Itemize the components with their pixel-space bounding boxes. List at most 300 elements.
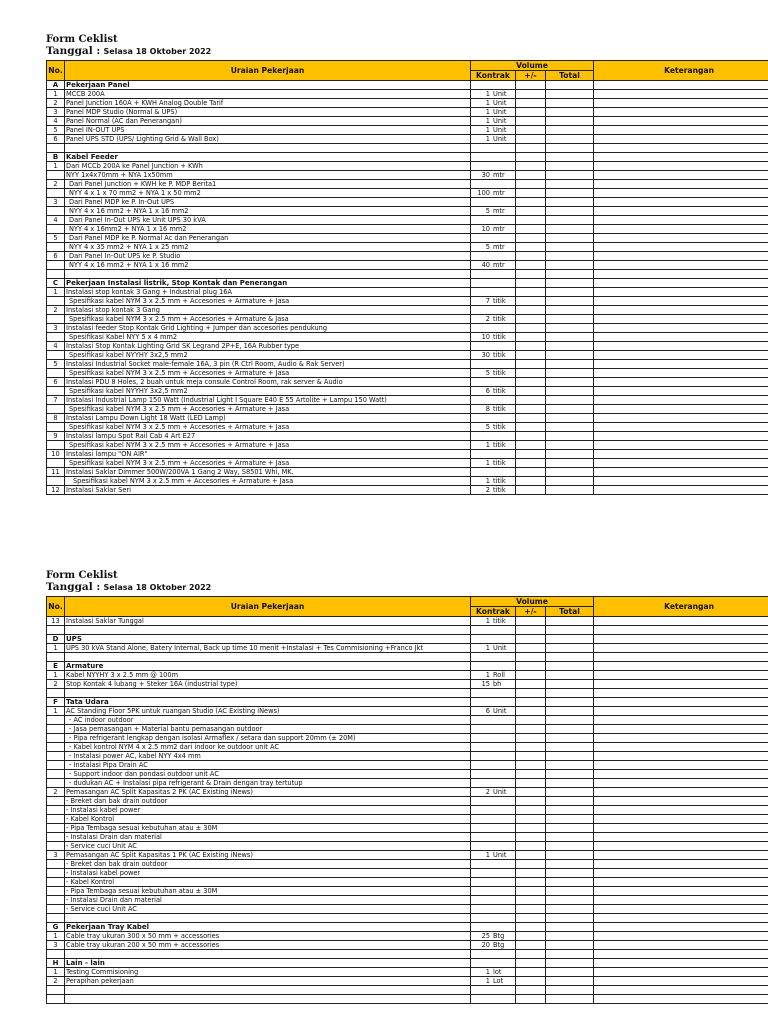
keterangan-cell[interactable]: [594, 207, 768, 216]
total-cell[interactable]: [546, 468, 594, 477]
plusminus-cell[interactable]: [516, 423, 546, 432]
keterangan-cell[interactable]: [594, 234, 768, 243]
plusminus-cell[interactable]: [516, 842, 546, 851]
kontrak-cell: [471, 459, 516, 468]
keterangan-cell[interactable]: [594, 878, 768, 887]
keterangan-cell[interactable]: [594, 315, 768, 324]
total-cell[interactable]: [546, 779, 594, 788]
kontrak-value: 100: [477, 189, 490, 197]
plusminus-cell[interactable]: [516, 743, 546, 752]
plusminus-cell[interactable]: [516, 824, 546, 833]
total-cell[interactable]: [546, 752, 594, 761]
total-cell[interactable]: [546, 234, 594, 243]
plusminus-cell[interactable]: [516, 180, 546, 189]
spacer-row: [47, 653, 768, 662]
total-cell[interactable]: [546, 671, 594, 680]
total-cell[interactable]: [546, 716, 594, 725]
plusminus-cell[interactable]: [516, 468, 546, 477]
plusminus-cell[interactable]: [516, 617, 546, 626]
keterangan-cell[interactable]: [594, 99, 768, 108]
work-description: - Pipa Tembaga sesuai kebutuhan atau ± 30M: [65, 887, 471, 896]
total-cell[interactable]: [546, 761, 594, 770]
row-number: 7: [47, 396, 65, 405]
keterangan-cell[interactable]: [594, 923, 768, 932]
plusminus-cell[interactable]: [516, 662, 546, 671]
kontrak-value: 1: [485, 117, 490, 125]
plusminus-cell[interactable]: [516, 797, 546, 806]
plusminus-cell[interactable]: [516, 225, 546, 234]
keterangan-cell[interactable]: [594, 441, 768, 450]
total-cell[interactable]: [546, 288, 594, 297]
total-cell[interactable]: [546, 180, 594, 189]
total-cell[interactable]: [546, 126, 594, 135]
total-cell[interactable]: [546, 279, 594, 288]
keterangan-cell[interactable]: [594, 671, 768, 680]
plusminus-cell[interactable]: [516, 770, 546, 779]
plusminus-cell[interactable]: [516, 887, 546, 896]
total-cell[interactable]: [546, 923, 594, 932]
table-row: [47, 779, 768, 788]
plusminus-cell[interactable]: [516, 81, 546, 90]
plusminus-cell[interactable]: [516, 905, 546, 914]
plusminus-cell[interactable]: [516, 896, 546, 905]
keterangan-cell[interactable]: [594, 351, 768, 360]
plusminus-cell[interactable]: [516, 90, 546, 99]
total-cell[interactable]: [546, 644, 594, 653]
keterangan-cell[interactable]: [594, 423, 768, 432]
plusminus-cell[interactable]: [516, 135, 546, 144]
keterangan-cell[interactable]: [594, 306, 768, 315]
total-cell[interactable]: [546, 635, 594, 644]
table-row: [47, 860, 768, 869]
keterangan-cell[interactable]: [594, 833, 768, 842]
kontrak-cell: [471, 279, 516, 288]
plusminus-cell[interactable]: [516, 360, 546, 369]
keterangan-cell[interactable]: [594, 225, 768, 234]
plusminus-cell[interactable]: [516, 99, 546, 108]
total-cell[interactable]: [546, 360, 594, 369]
keterangan-cell[interactable]: [594, 968, 768, 977]
plusminus-cell[interactable]: [516, 108, 546, 117]
total-cell[interactable]: [546, 878, 594, 887]
keterangan-cell[interactable]: [594, 342, 768, 351]
header-total: Total: [546, 71, 594, 81]
keterangan-cell[interactable]: [594, 905, 768, 914]
total-cell[interactable]: [546, 414, 594, 423]
spacer-cell: [471, 950, 516, 959]
plusminus-cell[interactable]: [516, 351, 546, 360]
total-cell[interactable]: [546, 995, 594, 1004]
keterangan-cell[interactable]: [594, 617, 768, 626]
keterangan-cell[interactable]: [594, 180, 768, 189]
total-cell[interactable]: [546, 333, 594, 342]
total-cell[interactable]: [546, 905, 594, 914]
plusminus-cell[interactable]: [516, 680, 546, 689]
keterangan-cell[interactable]: [594, 977, 768, 986]
keterangan-cell[interactable]: [594, 869, 768, 878]
keterangan-cell[interactable]: [594, 126, 768, 135]
row-number: [47, 261, 65, 270]
form-title: Form Ceklist: [46, 34, 118, 45]
total-cell[interactable]: [546, 662, 594, 671]
plusminus-cell[interactable]: [516, 644, 546, 653]
plusminus-cell[interactable]: [516, 833, 546, 842]
keterangan-cell[interactable]: [594, 635, 768, 644]
total-cell[interactable]: [546, 252, 594, 261]
plusminus-cell[interactable]: [516, 279, 546, 288]
total-cell[interactable]: [546, 297, 594, 306]
unit-label: Unit: [493, 117, 507, 125]
keterangan-cell[interactable]: [594, 288, 768, 297]
plusminus-cell[interactable]: [516, 752, 546, 761]
plusminus-cell[interactable]: [516, 324, 546, 333]
plusminus-cell[interactable]: [516, 941, 546, 950]
table-row: [47, 486, 768, 495]
plusminus-cell[interactable]: [516, 698, 546, 707]
unit-label: Unit: [493, 788, 507, 796]
kontrak-value: 1: [485, 459, 490, 467]
table-row: [47, 459, 768, 468]
keterangan-cell[interactable]: [594, 959, 768, 968]
keterangan-cell[interactable]: [594, 734, 768, 743]
keterangan-cell[interactable]: [594, 662, 768, 671]
keterangan-cell[interactable]: [594, 90, 768, 99]
keterangan-cell[interactable]: [594, 360, 768, 369]
total-cell[interactable]: [546, 405, 594, 414]
row-number: [47, 405, 65, 414]
total-cell[interactable]: [546, 243, 594, 252]
keterangan-cell[interactable]: [594, 405, 768, 414]
plusminus-cell[interactable]: [516, 441, 546, 450]
keterangan-cell[interactable]: [594, 842, 768, 851]
total-cell[interactable]: [546, 743, 594, 752]
total-cell[interactable]: [546, 977, 594, 986]
keterangan-cell[interactable]: [594, 644, 768, 653]
total-cell[interactable]: [546, 770, 594, 779]
total-cell[interactable]: [546, 81, 594, 90]
total-cell[interactable]: [546, 171, 594, 180]
total-cell[interactable]: [546, 135, 594, 144]
keterangan-cell[interactable]: [594, 261, 768, 270]
plusminus-cell[interactable]: [516, 707, 546, 716]
total-cell[interactable]: [546, 869, 594, 878]
spacer-row: [47, 950, 768, 959]
keterangan-cell[interactable]: [594, 752, 768, 761]
keterangan-cell[interactable]: [594, 378, 768, 387]
total-cell[interactable]: [546, 725, 594, 734]
total-cell[interactable]: [546, 459, 594, 468]
kontrak-cell: [471, 81, 516, 90]
keterangan-cell[interactable]: [594, 369, 768, 378]
total-cell[interactable]: [546, 450, 594, 459]
plusminus-cell[interactable]: [516, 860, 546, 869]
table-row: [47, 189, 768, 198]
plusminus-cell[interactable]: [516, 297, 546, 306]
keterangan-cell[interactable]: [594, 743, 768, 752]
plusminus-cell[interactable]: [516, 995, 546, 1004]
unit-label: titik: [493, 333, 506, 341]
plusminus-cell[interactable]: [516, 378, 546, 387]
section-title: Pekerjaan Panel: [65, 81, 471, 90]
plusminus-cell[interactable]: [516, 234, 546, 243]
keterangan-cell[interactable]: [594, 432, 768, 441]
plusminus-cell[interactable]: [516, 216, 546, 225]
total-cell[interactable]: [546, 851, 594, 860]
keterangan-cell[interactable]: [594, 815, 768, 824]
total-cell[interactable]: [546, 932, 594, 941]
plusminus-cell[interactable]: [516, 333, 546, 342]
plusminus-cell[interactable]: [516, 486, 546, 495]
total-cell[interactable]: [546, 216, 594, 225]
plusminus-cell[interactable]: [516, 725, 546, 734]
keterangan-cell[interactable]: [594, 860, 768, 869]
row-number: E: [47, 662, 65, 671]
table-row: [47, 806, 768, 815]
total-cell[interactable]: [546, 396, 594, 405]
total-cell[interactable]: [546, 342, 594, 351]
total-cell[interactable]: [546, 824, 594, 833]
plusminus-cell[interactable]: [516, 869, 546, 878]
table-row: [47, 126, 768, 135]
plusminus-cell[interactable]: [516, 396, 546, 405]
keterangan-cell[interactable]: [594, 459, 768, 468]
keterangan-cell[interactable]: [594, 216, 768, 225]
total-cell[interactable]: [546, 941, 594, 950]
total-cell[interactable]: [546, 369, 594, 378]
total-cell[interactable]: [546, 387, 594, 396]
work-description: Dari MCCb 200A ke Panel Junction + KWh: [65, 162, 471, 171]
plusminus-cell[interactable]: [516, 387, 546, 396]
table-row: [47, 851, 768, 860]
plusminus-cell[interactable]: [516, 414, 546, 423]
plusminus-cell[interactable]: [516, 851, 546, 860]
total-cell[interactable]: [546, 797, 594, 806]
total-cell[interactable]: [546, 617, 594, 626]
keterangan-cell[interactable]: [594, 707, 768, 716]
spacer-row: [47, 270, 768, 279]
total-cell[interactable]: [546, 680, 594, 689]
spacer-cell: [516, 950, 546, 959]
keterangan-cell[interactable]: [594, 779, 768, 788]
keterangan-cell[interactable]: [594, 932, 768, 941]
plusminus-cell[interactable]: [516, 432, 546, 441]
total-cell[interactable]: [546, 225, 594, 234]
plusminus-cell[interactable]: [516, 761, 546, 770]
keterangan-cell[interactable]: [594, 468, 768, 477]
total-cell[interactable]: [546, 207, 594, 216]
keterangan-cell[interactable]: [594, 887, 768, 896]
plusminus-cell[interactable]: [516, 306, 546, 315]
plusminus-cell[interactable]: [516, 252, 546, 261]
row-number: 1: [47, 968, 65, 977]
kontrak-cell: [471, 806, 516, 815]
total-cell[interactable]: [546, 896, 594, 905]
keterangan-cell[interactable]: [594, 788, 768, 797]
keterangan-cell[interactable]: [594, 716, 768, 725]
keterangan-cell[interactable]: [594, 477, 768, 486]
keterangan-cell[interactable]: [594, 279, 768, 288]
spacer-cell: [546, 626, 594, 635]
kontrak-cell: [471, 752, 516, 761]
total-cell[interactable]: [546, 423, 594, 432]
plusminus-cell[interactable]: [516, 815, 546, 824]
spacer-cell: [594, 653, 768, 662]
keterangan-cell[interactable]: [594, 135, 768, 144]
keterangan-cell[interactable]: [594, 995, 768, 1004]
plusminus-cell[interactable]: [516, 261, 546, 270]
plusminus-cell[interactable]: [516, 635, 546, 644]
plusminus-cell[interactable]: [516, 968, 546, 977]
keterangan-cell[interactable]: [594, 725, 768, 734]
keterangan-cell[interactable]: [594, 806, 768, 815]
unit-label: mtr: [493, 171, 505, 179]
plusminus-cell[interactable]: [516, 126, 546, 135]
plusminus-cell[interactable]: [516, 788, 546, 797]
keterangan-cell[interactable]: [594, 680, 768, 689]
total-cell[interactable]: [546, 707, 594, 716]
total-cell[interactable]: [546, 698, 594, 707]
plusminus-cell[interactable]: [516, 171, 546, 180]
total-cell[interactable]: [546, 842, 594, 851]
work-description: MCCB 200A: [65, 90, 471, 99]
table-row: [47, 396, 768, 405]
total-cell[interactable]: [546, 806, 594, 815]
keterangan-cell[interactable]: [594, 450, 768, 459]
total-cell[interactable]: [546, 378, 594, 387]
keterangan-cell[interactable]: [594, 414, 768, 423]
plusminus-cell[interactable]: [516, 342, 546, 351]
keterangan-cell[interactable]: [594, 797, 768, 806]
total-cell[interactable]: [546, 189, 594, 198]
total-cell[interactable]: [546, 477, 594, 486]
row-number: [47, 761, 65, 770]
keterangan-cell[interactable]: [594, 81, 768, 90]
keterangan-cell[interactable]: [594, 324, 768, 333]
total-cell[interactable]: [546, 351, 594, 360]
total-cell[interactable]: [546, 90, 594, 99]
keterangan-cell[interactable]: [594, 171, 768, 180]
total-cell[interactable]: [546, 441, 594, 450]
plusminus-cell[interactable]: [516, 477, 546, 486]
plusminus-cell[interactable]: [516, 459, 546, 468]
total-cell[interactable]: [546, 315, 594, 324]
plusminus-cell[interactable]: [516, 878, 546, 887]
keterangan-cell[interactable]: [594, 387, 768, 396]
keterangan-cell[interactable]: [594, 189, 768, 198]
total-cell[interactable]: [546, 959, 594, 968]
kontrak-cell: [471, 225, 516, 234]
total-cell[interactable]: [546, 99, 594, 108]
table-row: [47, 941, 768, 950]
keterangan-cell[interactable]: [594, 896, 768, 905]
unit-label: Btg: [493, 941, 505, 949]
total-cell[interactable]: [546, 117, 594, 126]
kontrak-cell: [471, 153, 516, 162]
table-row: [47, 896, 768, 905]
plusminus-cell[interactable]: [516, 450, 546, 459]
keterangan-cell[interactable]: [594, 297, 768, 306]
keterangan-cell[interactable]: [594, 770, 768, 779]
keterangan-cell[interactable]: [594, 761, 768, 770]
plusminus-cell[interactable]: [516, 716, 546, 725]
plusminus-cell[interactable]: [516, 117, 546, 126]
plusminus-cell[interactable]: [516, 315, 546, 324]
unit-label: Unit: [493, 126, 507, 134]
plusminus-cell[interactable]: [516, 162, 546, 171]
keterangan-cell[interactable]: [594, 824, 768, 833]
plusminus-cell[interactable]: [516, 369, 546, 378]
total-cell[interactable]: [546, 108, 594, 117]
total-cell[interactable]: [546, 486, 594, 495]
plusminus-cell[interactable]: [516, 977, 546, 986]
plusminus-cell[interactable]: [516, 932, 546, 941]
total-cell[interactable]: [546, 198, 594, 207]
keterangan-cell[interactable]: [594, 117, 768, 126]
kontrak-cell: [471, 297, 516, 306]
unit-label: Unit: [493, 99, 507, 107]
plusminus-cell[interactable]: [516, 153, 546, 162]
total-cell[interactable]: [546, 833, 594, 842]
total-cell[interactable]: [546, 788, 594, 797]
keterangan-cell[interactable]: [594, 252, 768, 261]
plusminus-cell[interactable]: [516, 671, 546, 680]
total-cell[interactable]: [546, 860, 594, 869]
keterangan-cell[interactable]: [594, 162, 768, 171]
keterangan-cell[interactable]: [594, 698, 768, 707]
kontrak-cell: [471, 189, 516, 198]
plusminus-cell[interactable]: [516, 734, 546, 743]
plusminus-cell[interactable]: [516, 243, 546, 252]
plusminus-cell[interactable]: [516, 923, 546, 932]
total-cell[interactable]: [546, 153, 594, 162]
total-cell[interactable]: [546, 261, 594, 270]
plusminus-cell[interactable]: [516, 198, 546, 207]
plusminus-cell[interactable]: [516, 288, 546, 297]
keterangan-cell[interactable]: [594, 198, 768, 207]
form-date: [46, 581, 768, 594]
table-row: [47, 761, 768, 770]
total-cell[interactable]: [546, 306, 594, 315]
total-cell[interactable]: [546, 324, 594, 333]
keterangan-cell[interactable]: [594, 396, 768, 405]
total-cell[interactable]: [546, 815, 594, 824]
plusminus-cell[interactable]: [516, 779, 546, 788]
kontrak-cell: [471, 725, 516, 734]
work-description: Instalasi stop kontak 3 Gang + Industrial plug 16A: [65, 288, 471, 297]
total-cell[interactable]: [546, 887, 594, 896]
unit-label: Unit: [493, 707, 507, 715]
section-row: [47, 662, 768, 671]
keterangan-cell[interactable]: [594, 486, 768, 495]
plusminus-cell[interactable]: [516, 189, 546, 198]
keterangan-cell[interactable]: [594, 108, 768, 117]
spacer-cell: [516, 626, 546, 635]
keterangan-cell[interactable]: [594, 153, 768, 162]
total-cell[interactable]: [546, 734, 594, 743]
unit-label: titik: [493, 486, 506, 494]
keterangan-cell[interactable]: [594, 243, 768, 252]
plusminus-cell[interactable]: [516, 405, 546, 414]
total-cell[interactable]: [546, 162, 594, 171]
keterangan-cell[interactable]: [594, 941, 768, 950]
keterangan-cell[interactable]: [594, 333, 768, 342]
plusminus-cell[interactable]: [516, 806, 546, 815]
keterangan-cell[interactable]: [594, 851, 768, 860]
total-cell[interactable]: [546, 968, 594, 977]
plusminus-cell[interactable]: [516, 207, 546, 216]
total-cell[interactable]: [546, 432, 594, 441]
plusminus-cell[interactable]: [516, 959, 546, 968]
